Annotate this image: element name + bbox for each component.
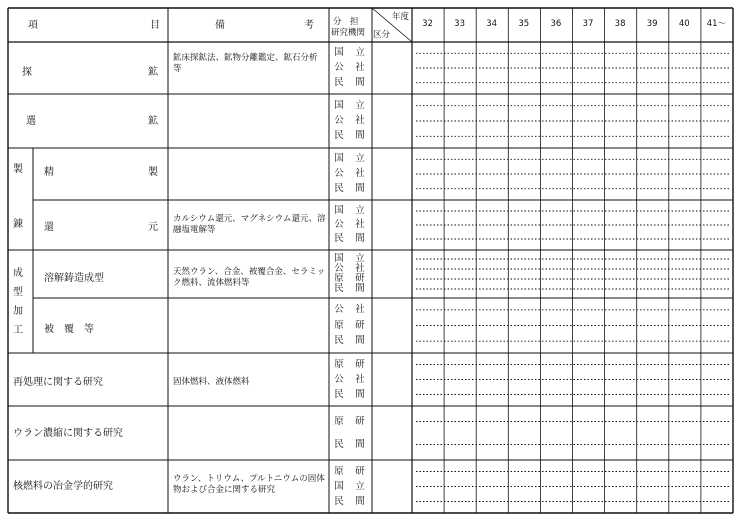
- org-char: 間: [355, 438, 365, 450]
- org-char: 間: [355, 495, 365, 507]
- org-char: 社: [355, 303, 365, 315]
- org-char: 社: [355, 373, 365, 385]
- org-char: 国: [334, 47, 344, 59]
- org-char: 公: [334, 219, 344, 230]
- org-char: 民: [334, 283, 344, 294]
- org-char: 立: [355, 99, 365, 111]
- org-char: 民: [334, 182, 344, 194]
- org-char: 原: [334, 319, 344, 331]
- header-remarks-left: 備: [215, 20, 225, 31]
- row-kangen-note: カルシウム還元、マグネシウム還元、溶融塩電解等: [173, 214, 326, 235]
- org-char: 立: [355, 47, 365, 59]
- row-saishori-note: 固体燃料、液体燃料: [173, 377, 250, 387]
- group-seikei-4: 工: [13, 325, 23, 336]
- row-yokai-label: 溶解鋳造成型: [44, 273, 104, 284]
- org-char: 間: [355, 388, 365, 400]
- org-char: 原: [334, 273, 344, 284]
- group-seiren-top: 製: [13, 164, 23, 175]
- org-char: 国: [334, 480, 344, 492]
- year-label: 40: [678, 19, 690, 29]
- group-seikei-3: 加: [13, 306, 23, 317]
- row-kangen-left: 還: [44, 222, 54, 233]
- org-char: 研: [355, 273, 365, 284]
- org-char: 民: [334, 76, 344, 88]
- org-char: 原: [334, 465, 344, 477]
- year-label: 33: [454, 19, 465, 29]
- row-yakin-note: ウラン、トリウム、プルトニウムの固体物および合金に関する研究: [173, 474, 325, 495]
- org-char: 民: [334, 233, 344, 244]
- org-char: 立: [355, 205, 365, 216]
- org-char: 間: [355, 283, 365, 294]
- row-seisei-left: 精: [44, 167, 54, 178]
- year-label: 32: [422, 19, 433, 29]
- org-char: 国: [334, 153, 344, 165]
- year-label: 36: [550, 19, 562, 29]
- row-saiko-left: 選: [26, 116, 36, 127]
- org-char: 国: [334, 205, 344, 216]
- row-tanko-right: 鉱: [148, 67, 158, 78]
- group-seiren-bottom: 錬: [13, 219, 23, 230]
- row-hifuku-label: 被 覆 等: [44, 324, 94, 335]
- org-char: 原: [334, 358, 344, 370]
- org-char: 民: [334, 438, 344, 450]
- org-char: 民: [334, 335, 344, 347]
- year-label: 37: [582, 19, 594, 29]
- org-char: 研: [355, 465, 365, 477]
- org-char: 間: [355, 76, 365, 88]
- row-seisei-right: 製: [148, 167, 158, 178]
- header-remarks-right: 考: [304, 20, 314, 31]
- row-tanko-note: 鉱床探鉱法、鉱物分離鑑定、鉱石分析等: [173, 53, 318, 74]
- org-char: 国: [334, 253, 344, 264]
- org-char: 社: [355, 62, 365, 73]
- header-nendo: 年度: [392, 12, 410, 22]
- org-char: 立: [355, 480, 365, 492]
- org-char: 原: [334, 415, 344, 427]
- row-tanko-left: 探: [22, 67, 32, 78]
- year-label: 34: [486, 19, 498, 29]
- org-char: 国: [334, 99, 344, 111]
- header-kubun: 区分: [373, 30, 391, 40]
- org-char: 公: [334, 373, 344, 385]
- year-label: 41〜: [706, 19, 727, 29]
- group-seikei-1: 成: [13, 268, 23, 279]
- org-char: 立: [355, 253, 365, 264]
- org-char: 研: [355, 319, 365, 331]
- header-research-org: 研究機関: [331, 28, 366, 38]
- row-saiko-right: 鉱: [148, 116, 158, 127]
- org-char: 立: [355, 153, 365, 165]
- row-yakin-label: 核燃料の冶金学的研究: [13, 481, 113, 492]
- header-bunbtan: 分 担: [333, 17, 359, 27]
- org-char: 民: [334, 388, 344, 400]
- org-char: 社: [355, 263, 365, 274]
- row-kangen-right: 元: [148, 222, 158, 233]
- year-label: 39: [646, 19, 658, 29]
- row-noshuku-label: ウラン濃縮に関する研究: [13, 428, 123, 439]
- org-char: 社: [355, 115, 365, 126]
- org-char: 民: [334, 130, 344, 142]
- org-char: 公: [334, 263, 344, 274]
- org-char: 間: [355, 182, 365, 194]
- org-char: 社: [355, 219, 365, 230]
- org-char: 民: [334, 495, 344, 507]
- org-char: 研: [355, 358, 365, 370]
- org-char: 社: [355, 168, 365, 179]
- org-char: 公: [334, 62, 344, 73]
- org-char: 間: [355, 130, 365, 142]
- org-char: 研: [355, 415, 365, 427]
- org-char: 公: [334, 115, 344, 126]
- header-item-left: 項: [28, 20, 38, 31]
- group-seikei-2: 型: [13, 287, 23, 298]
- row-saishori-label: 再処理に関する研究: [13, 377, 103, 388]
- org-char: 公: [334, 303, 344, 315]
- year-label: 35: [518, 19, 530, 29]
- row-yokai-note: 天然ウラン、合金、被覆合金、セラミック燃料、流体燃料等: [173, 267, 326, 288]
- org-char: 間: [355, 233, 365, 244]
- header-item-right: 目: [150, 20, 160, 31]
- org-char: 間: [355, 335, 365, 347]
- org-char: 公: [334, 168, 344, 179]
- year-label: 38: [614, 19, 626, 29]
